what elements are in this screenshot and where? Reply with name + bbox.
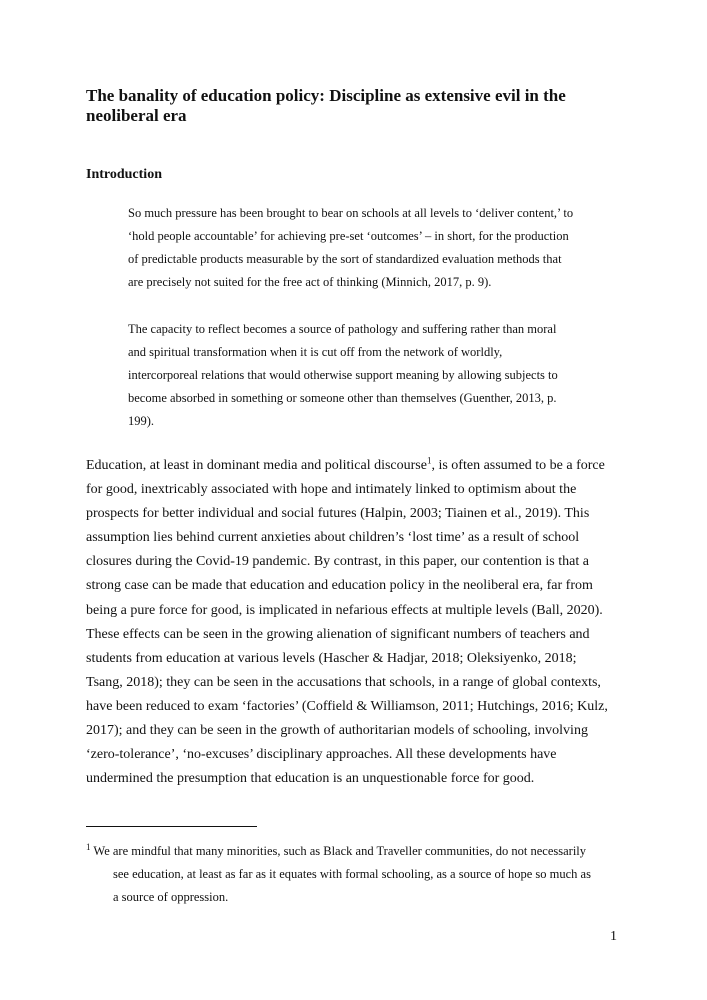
paper-title <box>86 86 606 126</box>
quote-line: are precisely not suited for the free act of thinking (Minnich, 2017, p. 9). <box>128 275 492 289</box>
body-line: strong case can be made that education and education policy in the neoliberal era, far from <box>86 578 593 594</box>
footnote-marker: 1 <box>86 841 91 852</box>
quote-line: and spiritual transformation when it is cut off from the network of worldly, <box>128 345 503 359</box>
quote-line: So much pressure has been brought to bear on schools at all levels to ‘deliver content,’ to <box>128 206 574 220</box>
body-line: students from education at various levels (Hascher & Hadjar, 2018; Oleksiyenko, 2018; <box>86 650 577 666</box>
quote-line: ‘hold people accountable’ for achieving pre-set ‘outcomes’ – in short, for the production <box>128 229 569 243</box>
body-line <box>86 454 626 478</box>
footnote-text: We are mindful that many minorities, such as Black and Traveller communities, do not necessarily <box>90 844 587 858</box>
footnote-reference[interactable]: 1 <box>426 455 432 466</box>
page-number: 1 <box>610 929 617 944</box>
title-line: neoliberal era <box>86 106 187 125</box>
body-line: assumption lies behind current anxieties about children’s ‘lost time’ as a result of school <box>86 530 580 546</box>
footnote-line: see education, at least as far as it equates with formal schooling, as a source of hope so much as <box>113 867 591 881</box>
body-line: being a pure force for good, is implicated in nefarious effects at multiple levels (Ball, 2020). <box>86 602 603 618</box>
body-line: Tsang, 2018); they can be seen in the accusations that schools, in a range of global contexts, <box>86 674 601 690</box>
quote-line: The capacity to reflect becomes a source of pathology and suffering rather than moral <box>128 322 557 336</box>
title-line: The banality of education policy: Discipline as extensive evil in the <box>86 86 566 105</box>
quote-line: become absorbed in something or someone other than themselves (Guenther, 2013, p. <box>128 391 557 405</box>
quote-line: of predictable products measurable by the sort of standardized evaluation methods that <box>128 252 562 266</box>
footnote-divider <box>86 826 257 827</box>
quote-line: intercorporeal relations that would otherwise support meaning by allowing subjects to <box>128 368 558 382</box>
section-heading-introduction: Introduction <box>86 167 162 182</box>
block-quote-minnich <box>128 202 598 294</box>
footnote-line <box>86 840 626 863</box>
body-line: for good, inextricably associated with hope and intimately linked to optimism about the <box>86 482 577 498</box>
body-line: have been reduced to exam ‘factories’ (Coffield & Williamson, 2011; Hutchings, 2016; Kulz, <box>86 698 608 714</box>
body-line: ‘zero-tolerance’, ‘no-excuses’ disciplinary approaches. All these developments have <box>86 747 557 763</box>
quote-line: 199). <box>128 414 155 428</box>
body-line: undermined the presumption that education is an unquestionable force for good. <box>86 771 535 787</box>
body-line: prospects for better individual and social futures (Halpin, 2003; Tiainen et al., 2019). This <box>86 506 590 522</box>
body-line: 2017); and they can be seen in the growth of authoritarian models of schooling, involving <box>86 723 588 739</box>
body-line: These effects can be seen in the growing alienation of significant numbers of teachers and <box>86 626 590 642</box>
body-paragraph <box>86 454 626 791</box>
body-line: closures during the Covid-19 pandemic. By contrast, in this paper, our contention is that a <box>86 554 589 570</box>
block-quote-guenther <box>128 318 598 433</box>
body-first-line-text: Education, at least in dominant media and political discourse <box>86 458 427 473</box>
footnote-1 <box>86 840 626 909</box>
footnote-line: a source of oppression. <box>113 890 229 904</box>
body-first-line-text-cont: , is often assumed to be a force <box>431 458 605 473</box>
